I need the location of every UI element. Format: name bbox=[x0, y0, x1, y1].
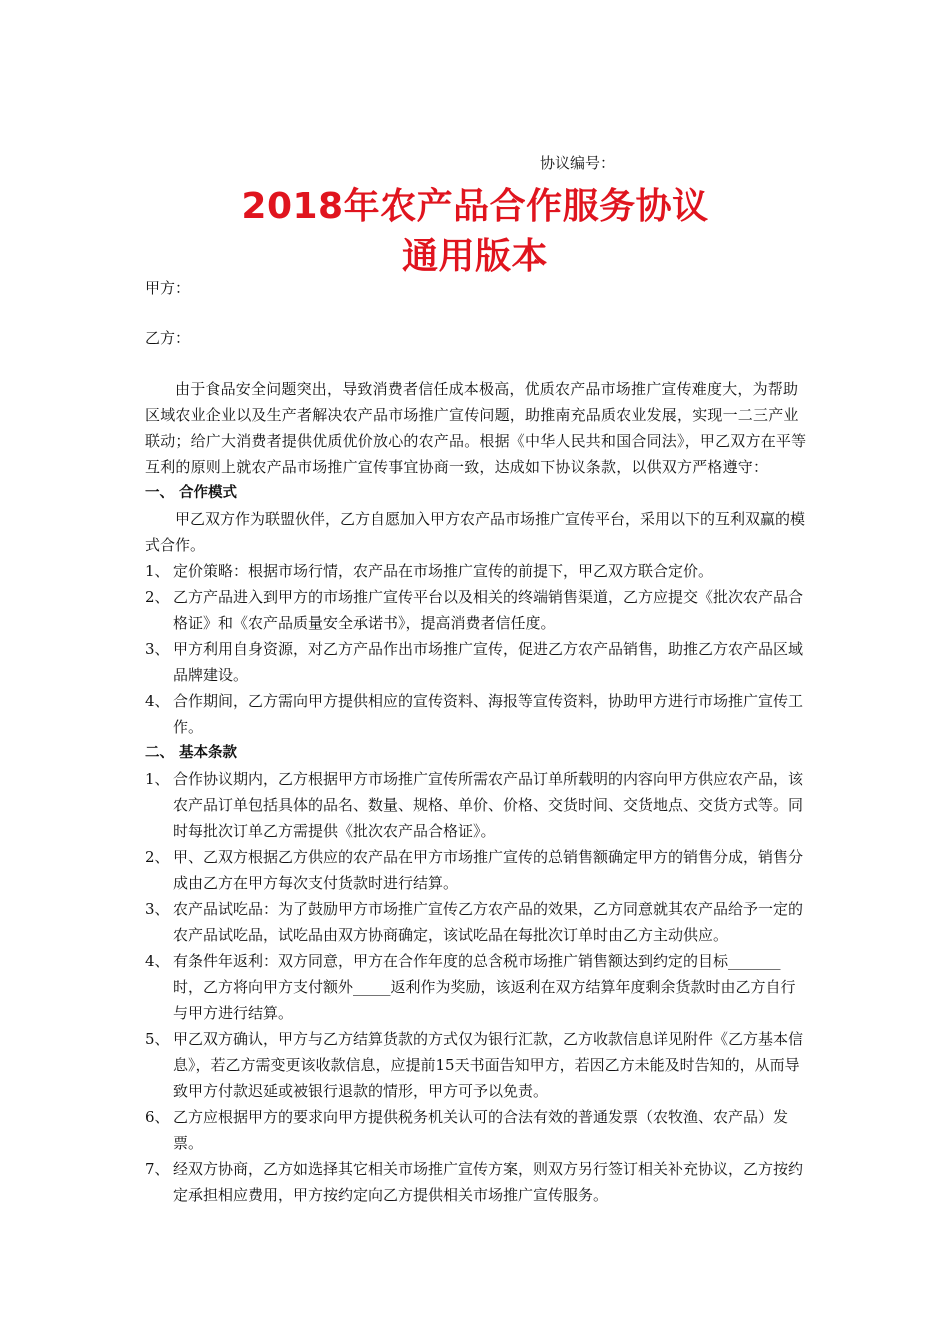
section-heading-cooperation-mode: 一、 合作模式 bbox=[145, 485, 238, 501]
clause-number: 5、 bbox=[145, 1030, 170, 1048]
clause-text: 定价策略：根据市场行情，农产品在市场推广宣传的前提下，甲乙双方联合定价。 bbox=[173, 562, 714, 580]
section1-lead-paragraph: 甲乙双方作为联盟伙伴，乙方自愿加入甲方农产品市场推广宣传平台，采用以下的互利双赢的模式合作。 bbox=[145, 510, 806, 554]
clause-text: 甲乙双方确认，甲方与乙方结算货款的方式仅为银行汇款，乙方收款信息详见附件《乙方基本信息》，若乙方需变更该收款信息，应提前15天书面告知甲方，若因乙方未能及时告知的，从而导致甲方付款迟延或被银行退款的情形，甲方可予以免责。 bbox=[173, 1030, 804, 1100]
document-subtitle: 通用版本 bbox=[401, 236, 548, 277]
intro-paragraph: 由于食品安全问题突出，导致消费者信任成本极高，优质农产品市场推广宣传难度大，为帮助区域农业企业以及生产者解决农产品市场推广宣传问题，助推南充品质农业发展，实现一二三产业联动；给广大消费者提供优质优价放心的农产品。根据《中华人民共和国合同法》，甲乙双方在平等互利的原则上就农产品市场推广宣传事宜协商一致，达成如下协议条款，以供双方严格遵守： bbox=[145, 380, 807, 476]
section2-clause bbox=[145, 1026, 810, 1104]
clause-number: 3、 bbox=[145, 640, 170, 658]
section1-clause bbox=[145, 636, 810, 688]
clause-number: 2、 bbox=[145, 848, 170, 866]
clause-number: 6、 bbox=[145, 1108, 170, 1126]
clause-text: 有条件年返利：双方同意，甲方在合作年度的总含税市场推广销售额达到约定的目标_______时，乙方将向甲方支付额外_____返利作为奖励，该返利在双方结算年度剩余货款时由乙方自行与甲方进行结算。 bbox=[173, 952, 796, 1022]
section2-clause bbox=[145, 1104, 810, 1156]
section2-clause bbox=[145, 844, 810, 896]
party-b-label: 乙方： bbox=[145, 329, 191, 347]
clause-number: 4、 bbox=[145, 952, 170, 970]
clause-number: 7、 bbox=[145, 1160, 170, 1178]
section1-clause bbox=[145, 688, 810, 740]
party-a-label: 甲方： bbox=[145, 279, 191, 297]
clause-text: 经双方协商，乙方如选择其它相关市场推广宣传方案，则双方另行签订相关补充协议，乙方按约定承担相应费用，甲方按约定向乙方提供相关市场推广宣传服务。 bbox=[173, 1160, 804, 1204]
clause-text: 乙方应根据甲方的要求向甲方提供税务机关认可的合法有效的普通发票（农牧渔、农产品）发票。 bbox=[173, 1108, 789, 1152]
clause-number: 1、 bbox=[145, 770, 170, 788]
section2-clause bbox=[145, 1156, 810, 1208]
clause-text: 甲、乙双方根据乙方供应的农产品在甲方市场推广宣传的总销售额确定甲方的销售分成，销售分成由乙方在甲方每次支付货款时进行结算。 bbox=[173, 848, 804, 892]
section2-clause bbox=[145, 896, 810, 948]
section2-clause bbox=[145, 766, 810, 844]
clause-text: 合作协议期内，乙方根据甲方市场推广宣传所需农产品订单所载明的内容向甲方供应农产品，该农产品订单包括具体的品名、数量、规格、单价、价格、交货时间、交货地点、交货方式等。同时每批次订单乙方需提供《批次农产品合格证》。 bbox=[173, 770, 804, 840]
clause-number: 2、 bbox=[145, 588, 170, 606]
clause-text: 农产品试吃品：为了鼓励甲方市场推广宣传乙方农产品的效果，乙方同意就其农产品给予一定的农产品试吃品，试吃品由双方协商确定，该试吃品在每批次订单时由乙方主动供应。 bbox=[173, 900, 804, 944]
clause-number: 3、 bbox=[145, 900, 170, 918]
clause-number: 1、 bbox=[145, 562, 170, 580]
clause-text: 甲方利用自身资源，对乙方产品作出市场推广宣传，促进乙方农产品销售，助推乙方农产品区域品牌建设。 bbox=[173, 640, 804, 684]
section-heading-basic-terms: 二、 基本条款 bbox=[145, 745, 238, 761]
clause-number: 4、 bbox=[145, 692, 170, 710]
section2-clause bbox=[145, 948, 810, 1026]
agreement-number-label: 协议编号： bbox=[540, 154, 616, 172]
document-title: 2018年农产品合作服务协议 bbox=[241, 186, 709, 227]
agreement-body bbox=[145, 376, 810, 1208]
clause-text: 乙方产品进入到甲方的市场推广宣传平台以及相关的终端销售渠道，乙方应提交《批次农产品合格证》和《农产品质量安全承诺书》，提高消费者信任度。 bbox=[173, 588, 804, 632]
clause-text: 合作期间，乙方需向甲方提供相应的宣传资料、海报等宣传资料，协助甲方进行市场推广宣传工作。 bbox=[173, 692, 804, 736]
section1-clause bbox=[145, 584, 810, 636]
section1-clause bbox=[145, 558, 810, 584]
